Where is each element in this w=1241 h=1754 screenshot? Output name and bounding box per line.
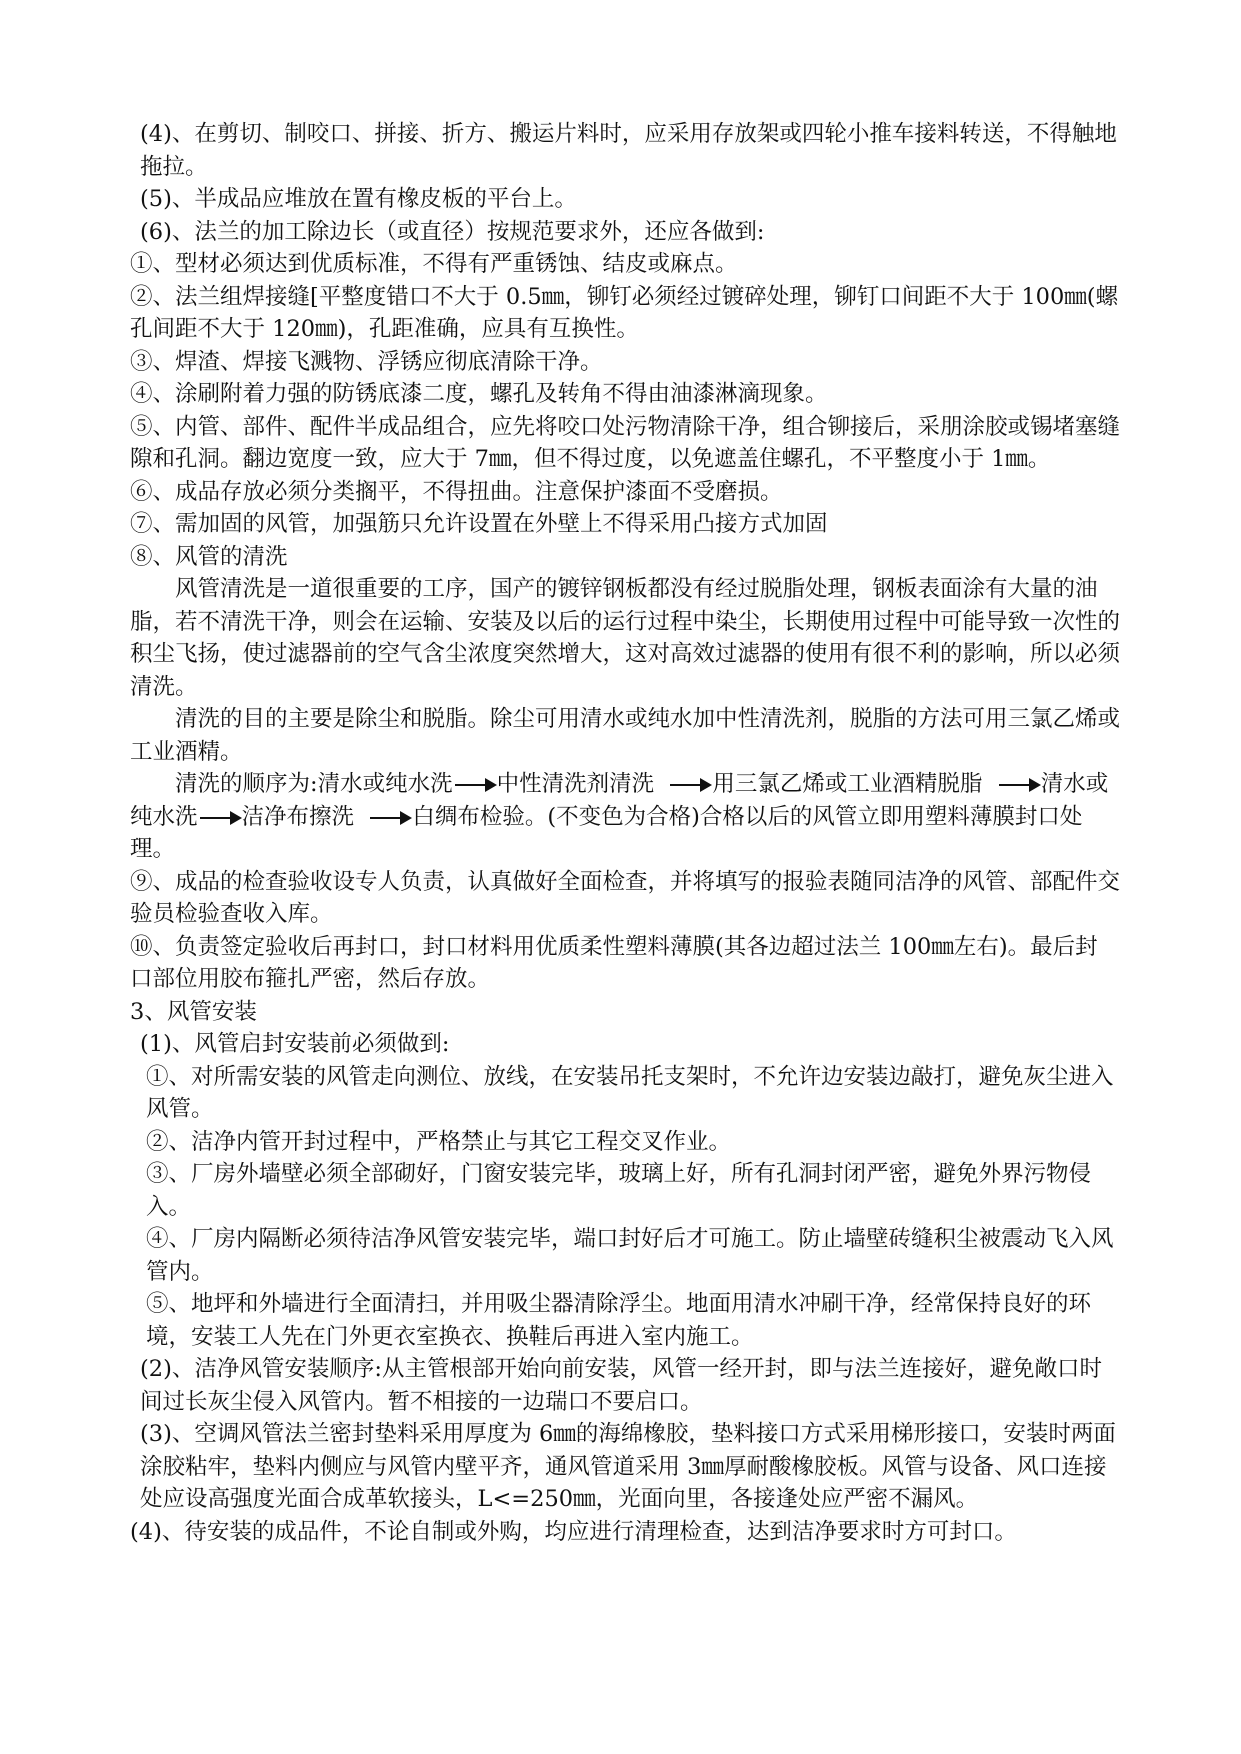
text-line: ⑤、地坪和外墙进行全面清扫，并用吸尘器清除浮尘。地面用清水冲刷干净，经常保持良好的环境，安装工人先在门外更衣室换衣、换鞋后再进入室内施工。 (146, 1291, 1092, 1350)
arrow-right-icon (200, 817, 240, 819)
flow-step-5: 白绸布检验。 (412, 803, 548, 830)
text-line: ⑩、负责签定验收后再封口，封口材料用优质柔性塑料薄膜(其各边超过法兰 100㎜左右)。最后封口部位用胶布箍扎严密，然后存放。 (130, 933, 1098, 992)
text-line: ①、对所需安装的风管走向测位、放线，在安装吊托支架时，不允许边安装边敲打，避免灰尘进入风管。 (146, 1063, 1114, 1122)
text-line: (3)、空调风管法兰密封垫料采用厚度为 6㎜的海绵橡胶，垫料接口方式采用梯形接口，安装时两面涂胶粘牢，垫料内侧应与风管内壁平齐，通风管道采用 3㎜厚耐酸橡胶板。风管与设备、风口连接处应设高强度光面合成革软接头，L<=250㎜，光面向里，各接逢处应严密不漏风。 (140, 1421, 1116, 1512)
flow-step-2: 用三氯乙烯或工业酒精脱脂 (712, 771, 983, 797)
text-line: (2)、洁净风管安装顺序:从主管根部开始向前安装，风管一经开封，即与法兰连接好，避免敞口时间过长灰尘侵入风管内。暂不相接的一边瑞口不要启口。 (140, 1356, 1102, 1415)
text-line: (1)、风管启封安装前必须做到: (140, 1031, 450, 1057)
text-line: ⑦、需加固的风管，加强筋只允许设置在外壁上不得采用凸接方式加固 (130, 511, 828, 537)
cleaning-flow-paragraph (130, 768, 1120, 866)
text-line: ⑧、风管的清洗 (130, 543, 288, 570)
flow-step-1: 中性清洗剂清洗 (496, 771, 655, 797)
text-line: ③、焊渣、焊接飞溅物、浮锈应彻底清除干净。 (130, 348, 603, 375)
text-block-upper (130, 118, 1120, 768)
text-line: 风管清洗是一道很重要的工序，国产的镀锌钢板都没有经过脱脂处理，钢板表面涂有大量的油脂，若不清洗干净，则会在运输、安装及以后的运行过程中染尘，长期使用过程中可能导致一次性的积尘飞扬，使过滤器前的空气含尘浓度突然增大，这对高效过滤器的使用有很不利的影响，所以必须清洗。 (130, 576, 1121, 700)
arrow-right-icon (370, 817, 410, 819)
text-line: ⑨、成品的检查验收设专人负责，认真做好全面检查，并将填写的报验表随同洁净的风管、部配件交验员检验查收入库。 (130, 868, 1121, 927)
text-line: (4)、在剪切、制咬口、拼接、折方、搬运片料时，应采用存放架或四轮小推车接料转送，不得触地拖拉。 (140, 121, 1117, 180)
text-line: (6)、法兰的加工除边长（或直径）按规范要求外，还应各做到: (140, 218, 765, 245)
arrow-right-icon (455, 784, 495, 786)
text-line: ⑥、成品存放必须分类搁平，不得扭曲。注意保护漆面不受磨损。 (130, 478, 783, 505)
text-line: ①、型材必须达到优质标准，不得有严重锈蚀、结皮或麻点。 (130, 251, 738, 277)
document-page (130, 118, 1120, 1548)
flow-step-4: 洁净布擦洗 (241, 803, 355, 830)
text-line: 3、风管安装 (130, 998, 257, 1025)
text-line: 清洗的目的主要是除尘和脱脂。除尘可用清水或纯水加中性清洗剂，脱脂的方法可用三氯乙烯或工业酒精。 (130, 706, 1121, 765)
text-line: ⑤、内管、部件、配件半成品组合，应先将咬口处污物清除干净，组合铆接后，采朋涂胶或锡堵塞缝隙和孔洞。翻边宽度一致，应大于 7㎜，但不得过度，以免遮盖住螺孔，不平整度小于 1㎜。 (130, 413, 1121, 472)
arrow-right-icon (999, 784, 1039, 786)
flow-tail: (不变色为合格)合格以后的风管立即用塑料薄膜封口处理。 (130, 803, 1083, 862)
text-block-lower (130, 866, 1120, 1549)
text-line: ②、洁净内管开封过程中，严格禁止与其它工程交叉作业。 (146, 1128, 732, 1155)
flow-step-3: 清水或纯水洗 (130, 771, 1109, 830)
text-line: (4)、待安装的成品件，不论自制或外购，均应进行清理检查，达到洁净要求时方可封口。 (130, 1518, 1017, 1545)
text-line: ④、厂房内隔断必须待洁净风管安装完毕，端口封好后才可施工。防止墙壁砖缝积尘被震动飞入风管内。 (146, 1226, 1114, 1285)
text-line: (5)、半成品应堆放在置有橡皮板的平台上。 (140, 186, 577, 212)
text-line: ③、厂房外墙壁必须全部砌好，门窗安装完毕，玻璃上好，所有孔洞封闭严密，避免外界污物侵入。 (146, 1161, 1092, 1220)
arrow-right-icon (670, 784, 710, 786)
flow-lead: 清洗的顺序为:清水或纯水洗 (175, 771, 453, 797)
text-line: ②、法兰组焊接缝[平整度错口不大于 0.5㎜，铆钉必须经过镀碎处理，铆钉口间距不大于 100㎜(螺孔间距不大于 120㎜)，孔距准确，应具有互换性。 (130, 283, 1119, 342)
text-line: ④、涂刷附着力强的防锈底漆二度，螺孔及转角不得由油漆淋滴现象。 (130, 381, 828, 407)
